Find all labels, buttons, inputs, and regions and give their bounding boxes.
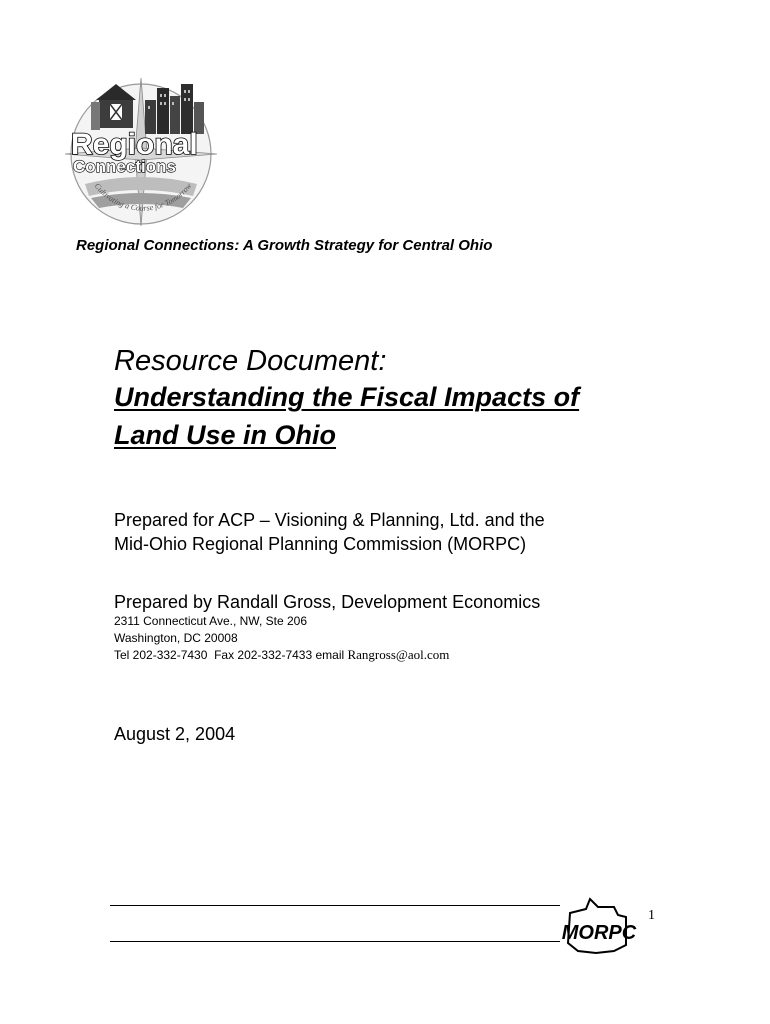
email-address: Rangross@aol.com	[347, 647, 450, 662]
svg-text:Regional: Regional	[71, 128, 198, 161]
prepared-for-line-1: Prepared for ACP – Visioning & Planning, Ltd. and the	[114, 510, 545, 530]
document-type-label: Resource Document:	[114, 345, 387, 377]
tagline: Regional Connections: A Growth Strategy for Central Ohio	[76, 237, 493, 254]
document-title-line-2: Land Use in Ohio	[114, 420, 337, 450]
svg-text:Cultivating a Course for Tomor: Cultivating a Course for Tomorrow	[92, 181, 194, 213]
phone-fax-text: Tel 202-332-7430 Fax 202-332-7433 email	[114, 648, 348, 662]
svg-text:Connections: Connections	[73, 157, 176, 176]
prepared-for-line-2: Mid-Ohio Regional Planning Commission (MORPC)	[114, 534, 527, 554]
document-date: August 2, 2004	[114, 724, 236, 744]
page-number: 1	[648, 908, 655, 923]
document-title-line-1: Understanding the Fiscal Impacts of	[114, 382, 580, 412]
morpc-logo	[556, 895, 642, 955]
footer-rule-top	[110, 905, 560, 906]
prepared-by: Prepared by Randall Gross, Development Economics	[114, 592, 541, 612]
footer-rule-bottom	[110, 941, 560, 942]
address-city: Washington, DC 20008	[114, 631, 238, 645]
svg-text:MORPC: MORPC	[561, 922, 637, 944]
contact-line	[114, 647, 449, 663]
address-street: 2311 Connecticut Ave., NW, Ste 206	[114, 614, 308, 628]
regional-connections-logo	[63, 74, 221, 232]
